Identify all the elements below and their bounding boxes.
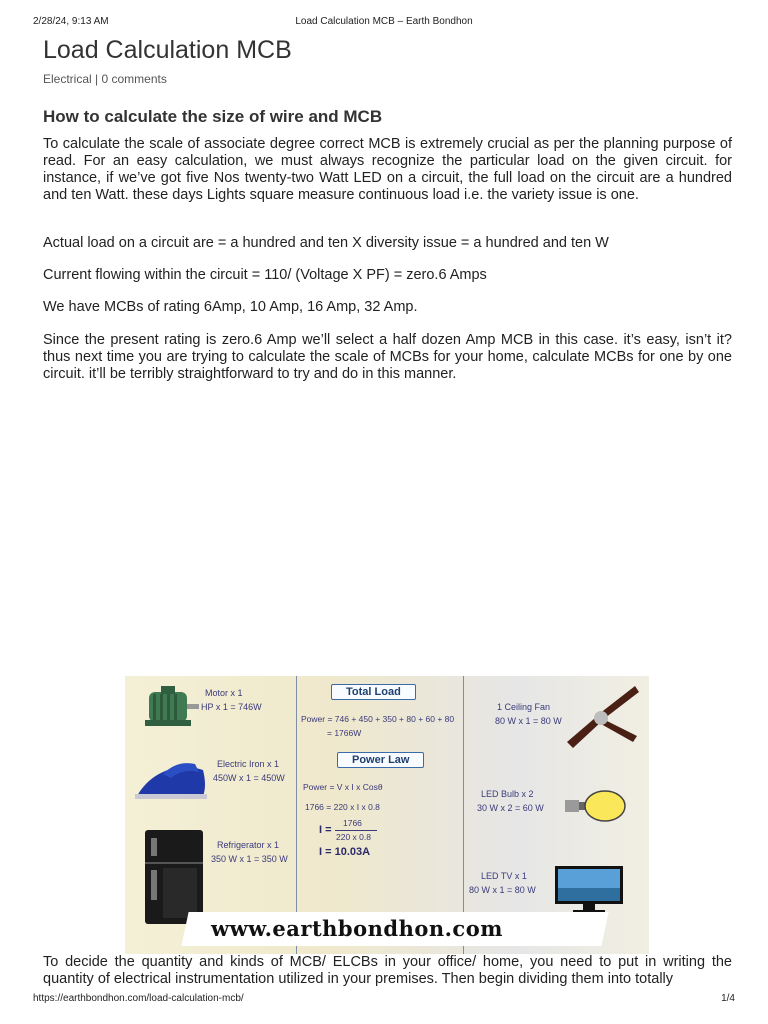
refrigerator-power: 350 W x 1 = 350 W [211, 854, 288, 864]
refrigerator-label: Refrigerator x 1 [217, 840, 280, 850]
article-subheading: How to calculate the size of wire and MCB [43, 107, 383, 126]
paragraph: We have MCBs of rating 6Amp, 10 Amp, 16 Amp, 32 Amp. [43, 299, 418, 315]
paragraph: Since the present rating is zero.6 Amp we’ll select a half dozen Amp MCB in this case. it’s easy, isn’t it? thus next time you are trying to calculate the scale of MCBs for your home, calculate MCBs for one by one circuit. it’ll be terribly straightforward to try and do in this manner. [43, 332, 732, 382]
current-result: I = 10.03A [319, 846, 371, 858]
fraction-bar [335, 830, 377, 831]
article-title: Load Calculation MCB [43, 36, 292, 64]
total-load-result: = 1766W [327, 728, 362, 738]
print-url[interactable]: https://earthbondhon.com/load-calculation-mcb/ [33, 993, 244, 1004]
motor-power: HP x 1 = 746W [201, 702, 262, 712]
load-calculation-infographic [125, 676, 649, 954]
paragraph: To decide the quantity and kinds of MCB/ ELCBs in your office/ home, you need to put in writing the quantity of electrical instrumentation utilized in your premises. Then begin dividing them into totally [43, 954, 732, 987]
total-load-label: Total Load [331, 684, 416, 700]
fan-label: 1 Ceiling Fan [497, 702, 551, 712]
fan-power: 80 W x 1 = 80 W [495, 716, 562, 726]
power-law-label: Power Law [337, 752, 424, 768]
print-footer [33, 993, 735, 1007]
print-datetime: 2/28/24, 9:13 AM [33, 16, 109, 27]
tv-power: 80 W x 1 = 80 W [469, 885, 536, 895]
bulb-label: LED Bulb x 2 [481, 789, 534, 799]
current-equation-numerator: 1766 [343, 818, 362, 828]
motor-label: Motor x 1 [205, 688, 243, 698]
ceiling-fan-icon [565, 682, 641, 754]
watermark-text: www.earthbondhon.com [211, 916, 503, 941]
bulb-power: 30 W x 2 = 60 W [477, 803, 544, 813]
print-header [33, 16, 735, 30]
total-load-formula: Power = 746 + 450 + 350 + 80 + 60 + 80 [301, 714, 455, 724]
tv-label: LED TV x 1 [481, 871, 527, 881]
iron-icon [133, 756, 213, 802]
paragraph: To calculate the scale of associate degree correct MCB is extremely crucial as per the planning purpose of read. For an easy calculation, we must always recognize the particular load on the given circuit. for instance, if we’ve got five Nos twenty-two Watt LED on a circuit, the full load on the circuit are a hundred and ten Watt. these days Lights square measure continuous load i.e. the variety issue is one. [43, 136, 732, 203]
motor-icon [139, 684, 201, 732]
led-bulb-icon [563, 788, 629, 824]
power-law-formula: Power = V x I x Cosθ [303, 782, 383, 792]
paragraph: Current flowing within the circuit = 110/ (Voltage X PF) = zero.6 Amps [43, 267, 487, 283]
page-number: 1/4 [721, 993, 735, 1004]
print-page-title: Load Calculation MCB – Earth Bondhon [295, 16, 473, 27]
current-equation-lhs: I = [319, 824, 332, 836]
paragraph: Actual load on a circuit are = a hundred and ten X diversity issue = a hundred and ten W [43, 235, 609, 251]
current-equation-denominator: 220 x 0.8 [336, 832, 371, 842]
article-meta[interactable]: Electrical | 0 comments [43, 72, 167, 86]
led-tv-icon [553, 864, 625, 916]
iron-power: 450W x 1 = 450W [213, 773, 285, 783]
iron-label: Electric Iron x 1 [217, 759, 280, 769]
power-law-substitution: 1766 = 220 x I x 0.8 [305, 802, 380, 812]
